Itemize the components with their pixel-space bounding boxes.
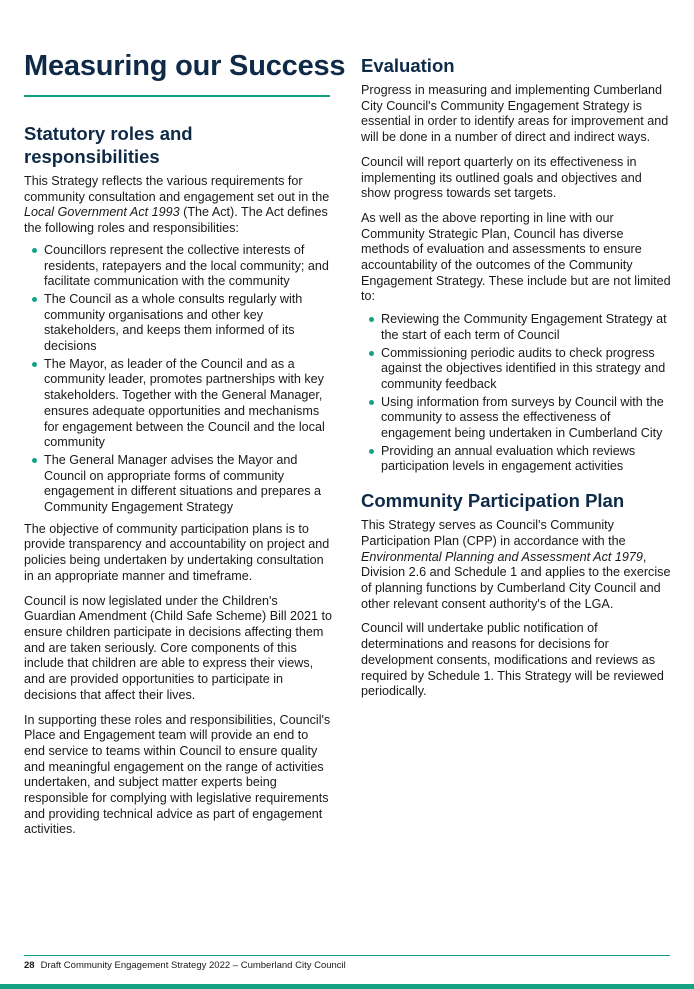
page-number: 28 <box>24 960 35 971</box>
list-item: Councillors represent the collective interests of residents, ratepayers and the local community; and facilitate communication with the community <box>24 243 332 290</box>
paragraph: The objective of community participation plans is to provide transparency and accountability on project and policies being undertaken by undertaking consultation in an appropriate manner and timeframe. <box>24 521 330 583</box>
paragraph: In supporting these roles and responsibilities, Council's Place and Engagement team will provide an end to end service to teams within Council to ensure quality and meaningful engagement on the range of activities undertaken, and subject matter experts being responsible for complying with legislative requirements and providing technical advice as part of engagement activities. <box>24 712 331 837</box>
paragraph: Progress in measuring and implementing Cumberland City Council's Community Engagement Strategy is essential in order to identify areas for improvement and will be done in a number of direct and indirect ways. <box>361 83 669 145</box>
bottom-accent-band <box>0 984 694 989</box>
paragraph: As well as the above reporting in line with our Community Strategic Plan, Council has diverse methods of evaluation and assessments to ensure accountability of the outcomes of the Community Engagement Strategy. These include but are not limited to: <box>361 210 671 304</box>
bullet-icon <box>32 362 37 367</box>
title-divider <box>24 95 330 97</box>
bullet-icon <box>369 317 374 322</box>
evaluation-heading: Evaluation <box>361 55 455 76</box>
roles-list <box>24 243 332 516</box>
evaluation-list <box>361 312 672 475</box>
list-item: The Mayor, as leader of the Council and as a community leader, promotes partnerships with key stakeholders. Together with the General Manager, ensures adequate opportunities and mechanisms for engagement between the Council and the local community <box>24 357 332 451</box>
list-item: The Council as a whole consults regularly with community organisations and other key stakeholders, and keeps them informed of its decisions <box>24 292 332 355</box>
paragraph: Council will report quarterly on its effectiveness in implementing its outlined goals and objectives and show progress towards set targets. <box>361 154 642 201</box>
list-item: Providing an annual evaluation which reviews participation levels in engagement activities <box>361 444 672 475</box>
list-item: Reviewing the Community Engagement Strategy at the start of each term of Council <box>361 312 672 343</box>
right-column <box>361 54 672 709</box>
cpp-heading: Community Participation Plan <box>361 490 625 512</box>
list-item: The General Manager advises the Mayor and Council on appropriate forms of community engagement in different situations and prepares a Community Engagement Strategy <box>24 453 332 516</box>
footer-divider <box>24 955 670 956</box>
bullet-icon <box>369 449 374 454</box>
footer <box>24 960 346 971</box>
bullet-icon <box>369 351 374 356</box>
footer-text: Draft Community Engagement Strategy 2022 – Cumberland City Council <box>40 960 346 971</box>
bullet-icon <box>32 248 37 253</box>
statutory-roles-heading: Statutory roles and responsibilities <box>24 123 193 167</box>
bullet-icon <box>369 400 374 405</box>
act-name: Environmental Planning and Assessment Act 1979 <box>361 549 643 564</box>
list-item: Using information from surveys by Council with the community to assess the effectiveness of engagement being undertaken in Cumberland City <box>361 395 672 442</box>
page-title: Measuring our Success <box>24 50 346 82</box>
left-column <box>24 122 332 847</box>
paragraph: Council will undertake public notification of determinations and reasons for decisions for development consents, modifications and reviews as required by Schedule 1. This Strategy will be reviewed periodically. <box>361 621 664 699</box>
statutory-intro: This Strategy reflects the various requirements for community consultation and engagement set out in the Local Government Act 1993 (The Act). The Act defines the following roles and responsibilities: <box>24 174 330 236</box>
bullet-icon <box>32 458 37 463</box>
list-item: Commissioning periodic audits to check progress against the objectives identified in this strategy and community feedback <box>361 346 672 393</box>
act-name: Local Government Act 1993 <box>24 205 180 220</box>
paragraph: Council is now legislated under the Children's Guardian Amendment (Child Safe Scheme) Bill 2021 to ensure children participate in decisions affecting them and are taken seriously. Core components of this include that children are able to express their views, and are provided opportunities to participate in decisions that affect their lives. <box>24 593 333 702</box>
cpp-paragraph: This Strategy serves as Council's Community Participation Plan (CPP) in accordance with the Environmental Planning and Assessment Act 1979, Division 2.6 and Schedule 1 and applies to the exercise of planning functions by Cumberland City Council and other relevant consent authority's of the LGA. <box>361 518 671 611</box>
bullet-icon <box>32 297 37 302</box>
